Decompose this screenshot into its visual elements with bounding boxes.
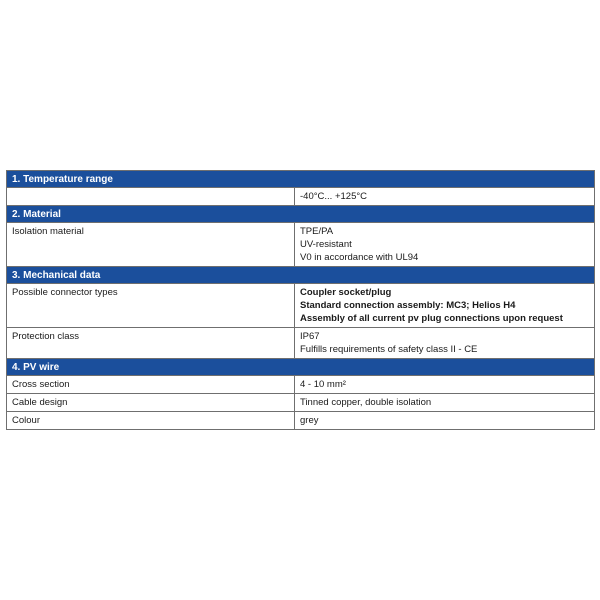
row-value <box>295 223 594 266</box>
row-label: Cable design <box>7 394 295 411</box>
value-line: TPE/PA <box>300 226 334 237</box>
row-label <box>7 188 295 205</box>
table-row <box>7 376 594 394</box>
table-row <box>7 394 594 412</box>
value-line: grey <box>300 415 319 426</box>
row-label: Protection class <box>7 328 295 358</box>
value-line: Fulfills requirements of safety class II - CE <box>300 344 478 355</box>
table-row <box>7 284 594 328</box>
section-header-material: 2. Material <box>7 206 594 223</box>
section-header-temperature: 1. Temperature range <box>7 171 594 188</box>
row-value <box>295 394 594 411</box>
table-row <box>7 412 594 429</box>
row-label: Cross section <box>7 376 295 393</box>
table-row <box>7 188 594 206</box>
value-line: Assembly of all current pv plug connections upon request <box>300 313 563 324</box>
section-header-mechanical: 3. Mechanical data <box>7 267 594 284</box>
section-header-pv-wire: 4. PV wire <box>7 359 594 376</box>
value-line: -40°C... +125°C <box>300 191 368 202</box>
row-value <box>295 328 594 358</box>
table-row <box>7 328 594 359</box>
value-line: Standard connection assembly: MC3; Helios H4 <box>300 300 516 311</box>
value-line: UV-resistant <box>300 239 352 250</box>
row-value <box>295 412 594 429</box>
value-line: IP67 <box>300 331 320 342</box>
row-value <box>295 284 594 327</box>
row-label: Isolation material <box>7 223 295 266</box>
row-value <box>295 376 594 393</box>
value-line: V0 in accordance with UL94 <box>300 252 419 263</box>
row-label: Possible connector types <box>7 284 295 327</box>
value-line: Coupler socket/plug <box>300 287 392 298</box>
table-row <box>7 223 594 267</box>
row-label: Colour <box>7 412 295 429</box>
value-line: 4 - 10 mm² <box>300 379 346 390</box>
row-value <box>295 188 594 205</box>
value-line: Tinned copper, double isolation <box>300 397 432 408</box>
spec-table <box>6 170 595 430</box>
